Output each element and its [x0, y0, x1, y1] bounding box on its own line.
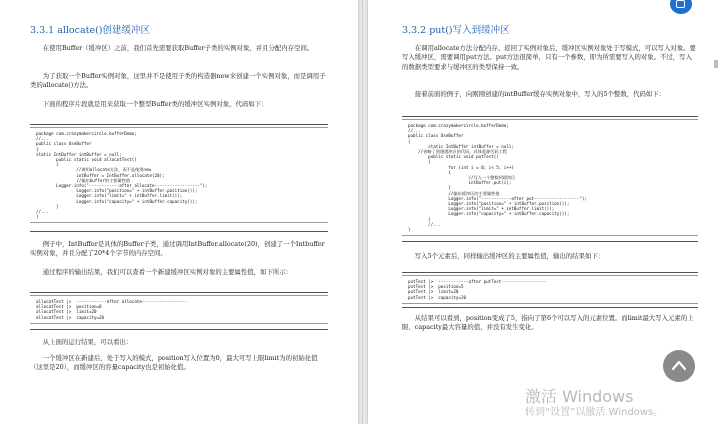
page-gutter	[362, 0, 363, 424]
left-paragraph-4: 例子中，IntBuffer是具体的Buffer子类，通过调用IntBuffer.allocate(20)，创建了一个Intbuffer实例对象，并且分配了20*4个字节的内存空间。	[30, 240, 325, 258]
left-paragraph-7: 一个缓冲区在新建后，处于写入的模式，position写入位置为0，最大可写上限limit为的初始化值（这里是20），而缓冲区的容量capacity也是初始化值。	[30, 354, 318, 372]
left-paragraph-5: 通过程序的输出结果，我们可以查看一个新建缓冲区实例对象的主要属性值，如下所示：	[42, 268, 293, 276]
code-block-allocate-output	[30, 292, 328, 330]
watermark-subtitle: 转到“设置”以激活 Windows。	[525, 407, 664, 418]
code-put-text: package com.crazymakercircle.bufferDemo; //... public class UseBuffer { static IntBuffer intBuffer = null; //省略了创建缓冲区的代码，具体看源代码工程 public static void putTest() { for (int i = 0; i< 5; i++) { //写入一个整数到缓冲区 intBuffer.put(i); } //输出缓冲区的主要属性值 Logger.info("------------after put------------------"); Logger.info("position=" + intBuffer.position()); Logger.info("limit=" + intBuffer.limit()); Logger.info("capacity=" + intBuffer.capacity()); } //... }	[408, 123, 587, 233]
left-paragraph-6: 从上面的运行结果，可以看出：	[42, 338, 133, 346]
left-page	[0, 0, 358, 424]
code-put-output-text: putTest |> ------------after putTest------------------ putTest |> position=5 putTest |> limit=20 putTest |> capacity=20	[408, 279, 547, 300]
section-heading-allocate: 3.3.1 allocate()创建缓冲区	[30, 25, 150, 36]
code-allocate-output-text: allocatTest |> ------------after allocate------------------ allocatTest |> position=0 allocatTest |> limit=20 allocatTest |> capacity=20	[36, 299, 188, 320]
right-paragraph-4: 从结果可以看到，position变成了5，指向了第6个可以写入的元素位置。而limit最大写入元素的上限、capacity最大容量的值，并没有发生变化。	[402, 314, 694, 332]
code-allocate-text: package com.crazymakercircle.bufferDemo; //... public class UseBuffer { static IntBuffer intBuffer = null; public static void allocatTest() { //调用allocate方法，而不是使用new intBuffer = IntBuffer.allocate(20); //输出buffer的主要属性值 Logger.info("------------after allocate------------------"); Logger.info("position=" + intBuffer.position()); Logger.info("limit=" + intBuffer.limit()); Logger.info("capacity=" + intBuffer.capacity()); } //... }	[36, 131, 208, 220]
left-paragraph-1: 在使用Buffer（缓冲区）之前，我们首先需要获取Buffer子类的实例对象，并且分配内存空间。	[42, 44, 314, 52]
right-paragraph-3: 写入5个元素后，同样输出缓冲区的主要属性值，输出的结果如下：	[414, 252, 605, 260]
right-paragraph-2: 接着前面的例子，向刚刚创建的intBuffer缓存实例对象中，写入的5个整数，代码如下：	[414, 90, 666, 98]
code-block-allocate	[30, 124, 328, 232]
scrollbar-marker[interactable]	[714, 60, 718, 68]
code-block-put-output	[402, 272, 698, 308]
section-heading-put: 3.3.2 put()写入到缓冲区	[402, 25, 510, 36]
watermark-title: 激活 Windows	[525, 387, 634, 406]
back-to-top-button[interactable]	[663, 350, 695, 382]
right-paragraph-1: 在调用allocate方法分配内存、返回了实例对象后，缓冲区实例对象处于写模式，可以写入对象。要写入缓冲区，需要调用put方法。put方法很简单，只有一个参数，即为所需要写入的对象。不过，写入的数据类型要求与缓冲区的类型保持一致。	[402, 44, 696, 71]
left-paragraph-2: 为了获取一个Buffer实例对象，这里并不是使用子类的构造器new来创建一个实例对象，而是调用子类的allocate()方法。	[30, 72, 326, 90]
left-paragraph-3: 下面的程序片段就是用来获取一个整型Buffer类的缓冲区实例对象，代码如下：	[42, 100, 268, 108]
code-block-put	[402, 116, 698, 242]
chevron-up-icon	[671, 359, 687, 371]
windows-activation-watermark	[525, 388, 663, 420]
